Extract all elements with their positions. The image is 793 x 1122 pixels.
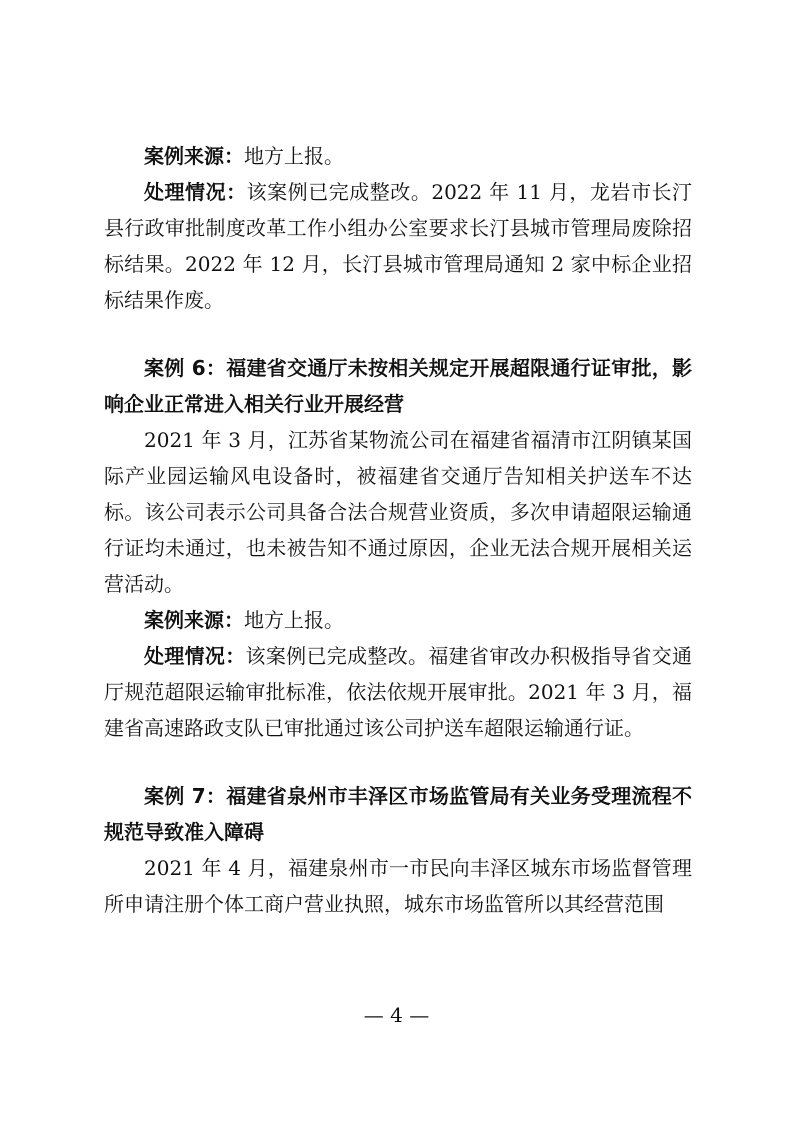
handling-label: 处理情况： xyxy=(144,180,247,204)
case6-body: 2021 年 3 月，江苏省某物流公司在福建省福清市江阴镇某国际产业园运输风电设备时，被福建省交通厅告知相关护送车不达标。该公司表示公司具备合法合规营业资质，多次申请超限运输通行证均未通过，也未被告知不通过原因，企业无法合规开展相关运营活动。 xyxy=(104,428,692,596)
case7-title: 案例 7：福建省泉州市丰泽区市场监管局有关业务受理流程不规范导致准入障碍 xyxy=(104,784,692,844)
section-gap xyxy=(104,746,692,778)
section-gap xyxy=(104,318,692,350)
case6-title: 案例 6：福建省交通厅未按相关规定开展超限通行证审批，影响企业正常进入相关行业开展经营 xyxy=(104,356,692,416)
handling-text: 该案例已完成整改。福建省审改办积极指导省交通厅规范超限运输审批标准，依法依规开展审批。2021 年 3 月，福建省高速路政支队已审批通过该公司护送车超限运输通行证。 xyxy=(104,644,693,740)
source-label: 案例来源： xyxy=(144,144,244,168)
case5-handling xyxy=(104,174,692,318)
handling-text: 该案例已完成整改。2022 年 11 月，龙岩市长汀县行政审批制度改革工作小组办公室要求长汀县城市管理局废除招标结果。2022 年 12 月，长汀县城市管理局通知 2 家中标企业招标结果作废。 xyxy=(104,180,693,312)
case5-source xyxy=(104,138,692,174)
case6-handling xyxy=(104,638,692,746)
source-text: 地方上报。 xyxy=(244,608,344,632)
source-label: 案例来源： xyxy=(144,608,244,632)
case7-body: 2021 年 4 月，福建泉州市一市民向丰泽区城东市场监督管理所申请注册个体工商户营业执照，城东市场监管所以其经营范围 xyxy=(104,856,692,916)
source-text: 地方上报。 xyxy=(244,144,344,168)
document-body xyxy=(104,138,692,922)
case6-source xyxy=(104,602,692,638)
page-number: — 4 — xyxy=(363,1003,430,1027)
handling-label: 处理情况： xyxy=(144,644,246,668)
